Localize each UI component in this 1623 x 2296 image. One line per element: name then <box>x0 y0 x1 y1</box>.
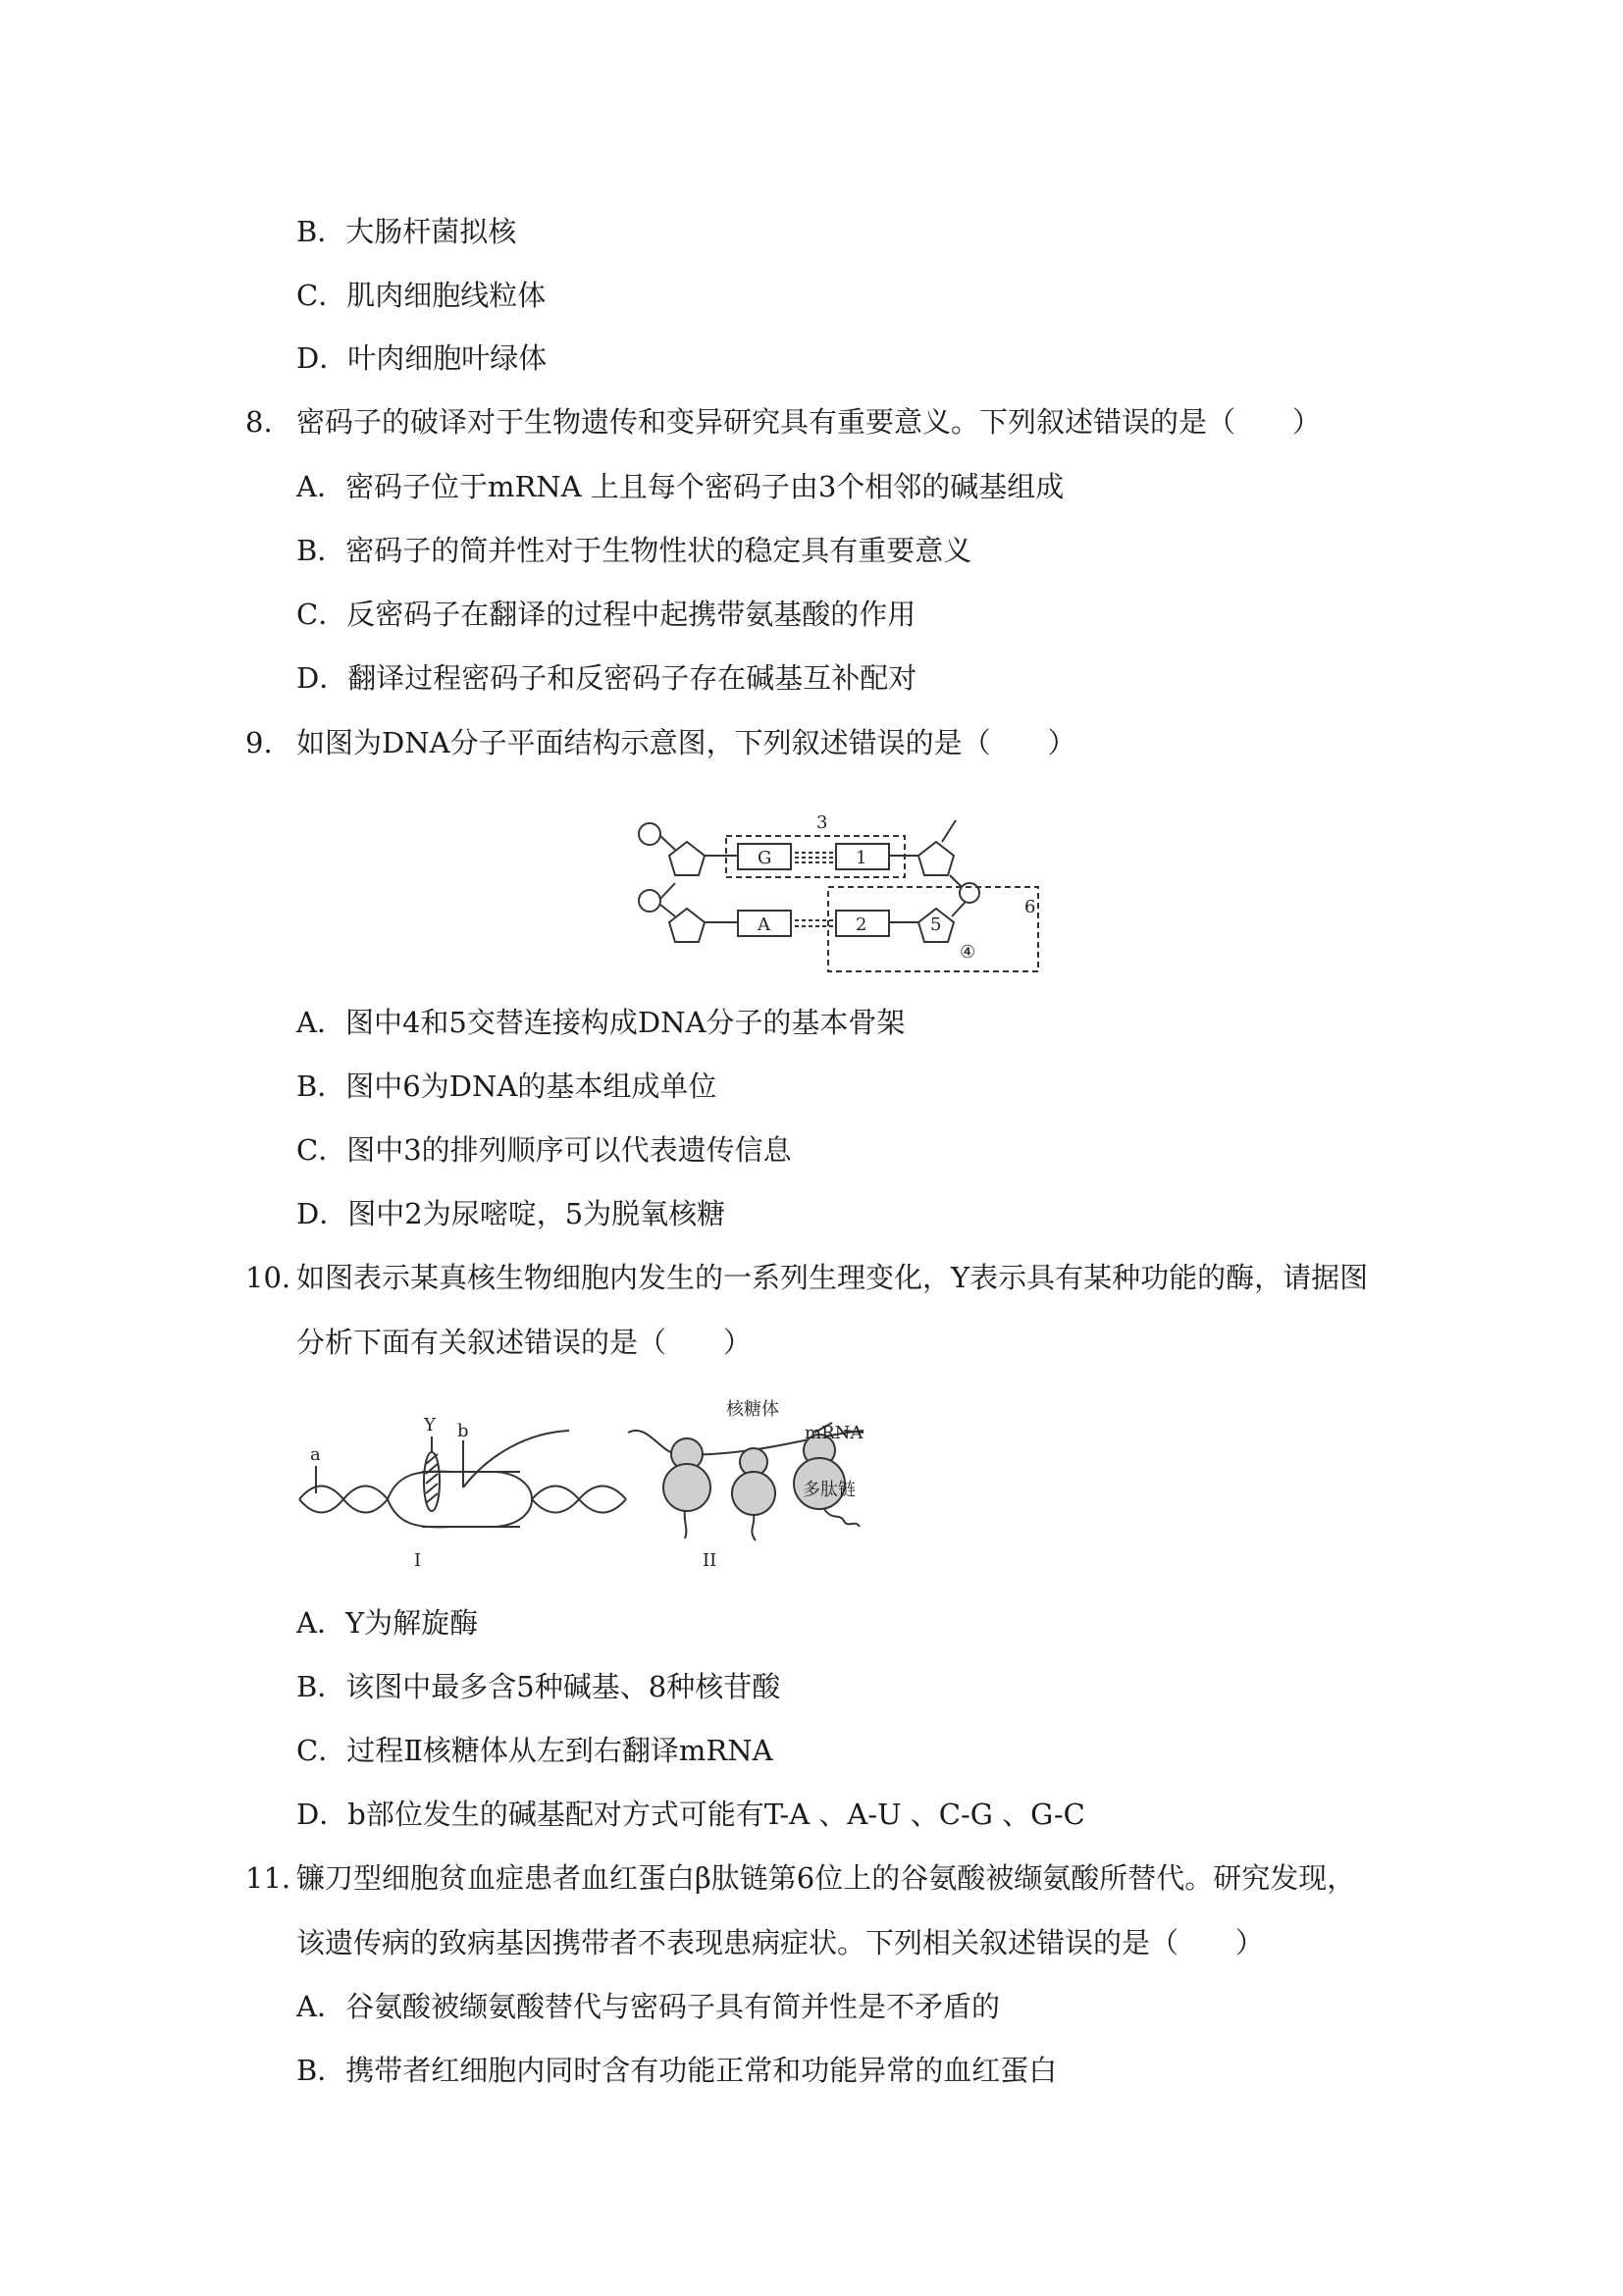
fig9-label-5: 5 <box>930 914 942 935</box>
q10-stem-line1: 如图表示某真核生物细胞内发生的一系列生理变化，Y表示具有某种功能的酶，请据图 <box>296 1261 1369 1294</box>
fig9-label-2: 2 <box>856 914 867 935</box>
ribosome-large-2 <box>732 1472 775 1515</box>
q11-stem-line2: 该遗传病的致病基因携带者不表现患病症状。下列相关叙述错误的是（ ） <box>296 1926 1265 1959</box>
fig9-label-1: 1 <box>856 848 867 868</box>
fig10-label-mrna: mRNA <box>805 1423 864 1443</box>
ribosome-large-1 <box>663 1464 710 1511</box>
q8-stem: 密码子的破译对于生物遗传和变异研究具有重要意义。下列叙述错误的是（ ） <box>296 405 1322 439</box>
fig9-label-3: 3 <box>816 812 828 833</box>
q9-option-a: A．图中4和5交替连接构成DNA分子的基本骨架 <box>296 1006 906 1039</box>
q10-option-a: A．Y为解旋酶 <box>296 1606 479 1640</box>
q10-stem-line2: 分析下面有关叙述错误的是（ ） <box>296 1326 753 1359</box>
q8-option-d: D．翻译过程密码子和反密码子存在碱基互补配对 <box>296 661 917 695</box>
fig10-label-ii: II <box>703 1550 717 1571</box>
q9-stem: 如图为DNA分子平面结构示意图，下列叙述错误的是（ ） <box>296 726 1076 759</box>
q11-number: 11. <box>245 1861 291 1895</box>
q7-option-b: B．大肠杆菌拟核 <box>296 215 517 248</box>
q9-number: 9. <box>245 726 273 759</box>
sugar-pentagon-top-right <box>918 842 954 875</box>
q7-option-d: D．叶肉细胞叶绿体 <box>296 341 548 375</box>
phosphate-circle-top-left <box>639 823 660 845</box>
fig10-label-a: a <box>310 1444 321 1465</box>
fig9-label-a: A <box>758 914 770 935</box>
fig10-label-peptide: 多肽链 <box>803 1480 856 1500</box>
q7-option-c: C．肌肉细胞线粒体 <box>296 279 547 312</box>
q11-option-a: A．谷氨酸被缬氨酸替代与密码子具有简并性是不矛盾的 <box>296 1990 1000 2023</box>
q10-option-c: C．过程Ⅱ核糖体从左到右翻译mRNA <box>296 1734 773 1767</box>
fig9-label-6: 6 <box>1024 897 1036 917</box>
q9-option-b: B．图中6为DNA的基本组成单位 <box>296 1070 717 1103</box>
fig9-label-4: ④ <box>960 942 976 963</box>
phosphate-circle-bottom-left <box>639 890 660 912</box>
transcription-translation-figure <box>294 1393 903 1580</box>
q9-option-c: C．图中3的排列顺序可以代表遗传信息 <box>296 1133 792 1167</box>
sugar-pentagon-top-left <box>669 842 705 875</box>
q10-option-d: D．b部位发生的碱基配对方式可能有T-A 、A-U 、C-G 、G-C <box>296 1798 1085 1831</box>
q9-option-d: D．图中2为尿嘧啶，5为脱氧核糖 <box>296 1197 726 1230</box>
dna-structure-figure <box>628 785 1060 981</box>
q8-option-b: B．密码子的简并性对于生物性状的稳定具有重要意义 <box>296 534 972 567</box>
fig9-label-g: G <box>758 848 772 868</box>
sugar-pentagon-bottom-left <box>669 909 705 942</box>
q8-option-a: A．密码子位于mRNA 上且每个密码子由3个相邻的碱基组成 <box>296 470 1065 503</box>
fig10-label-y: Y <box>424 1415 436 1435</box>
fig10-label-ribosome: 核糖体 <box>726 1399 779 1420</box>
q8-option-c: C．反密码子在翻译的过程中起携带氨基酸的作用 <box>296 598 916 631</box>
q8-number: 8. <box>245 405 273 439</box>
fig10-label-i: I <box>414 1550 422 1571</box>
q10-option-b: B．该图中最多含5种碱基、8种核苷酸 <box>296 1670 781 1703</box>
q10-number: 10. <box>245 1261 291 1294</box>
transcription-bubble <box>388 1472 532 1528</box>
q11-stem-line1: 镰刀型细胞贫血症患者血红蛋白β肽链第6位上的谷氨酸被缬氨酸所替代。研究发现， <box>296 1861 1356 1895</box>
fig10-label-b: b <box>457 1421 469 1441</box>
q11-option-b: B．携带者红细胞内同时含有功能正常和功能异常的血红蛋白 <box>296 2054 1058 2087</box>
